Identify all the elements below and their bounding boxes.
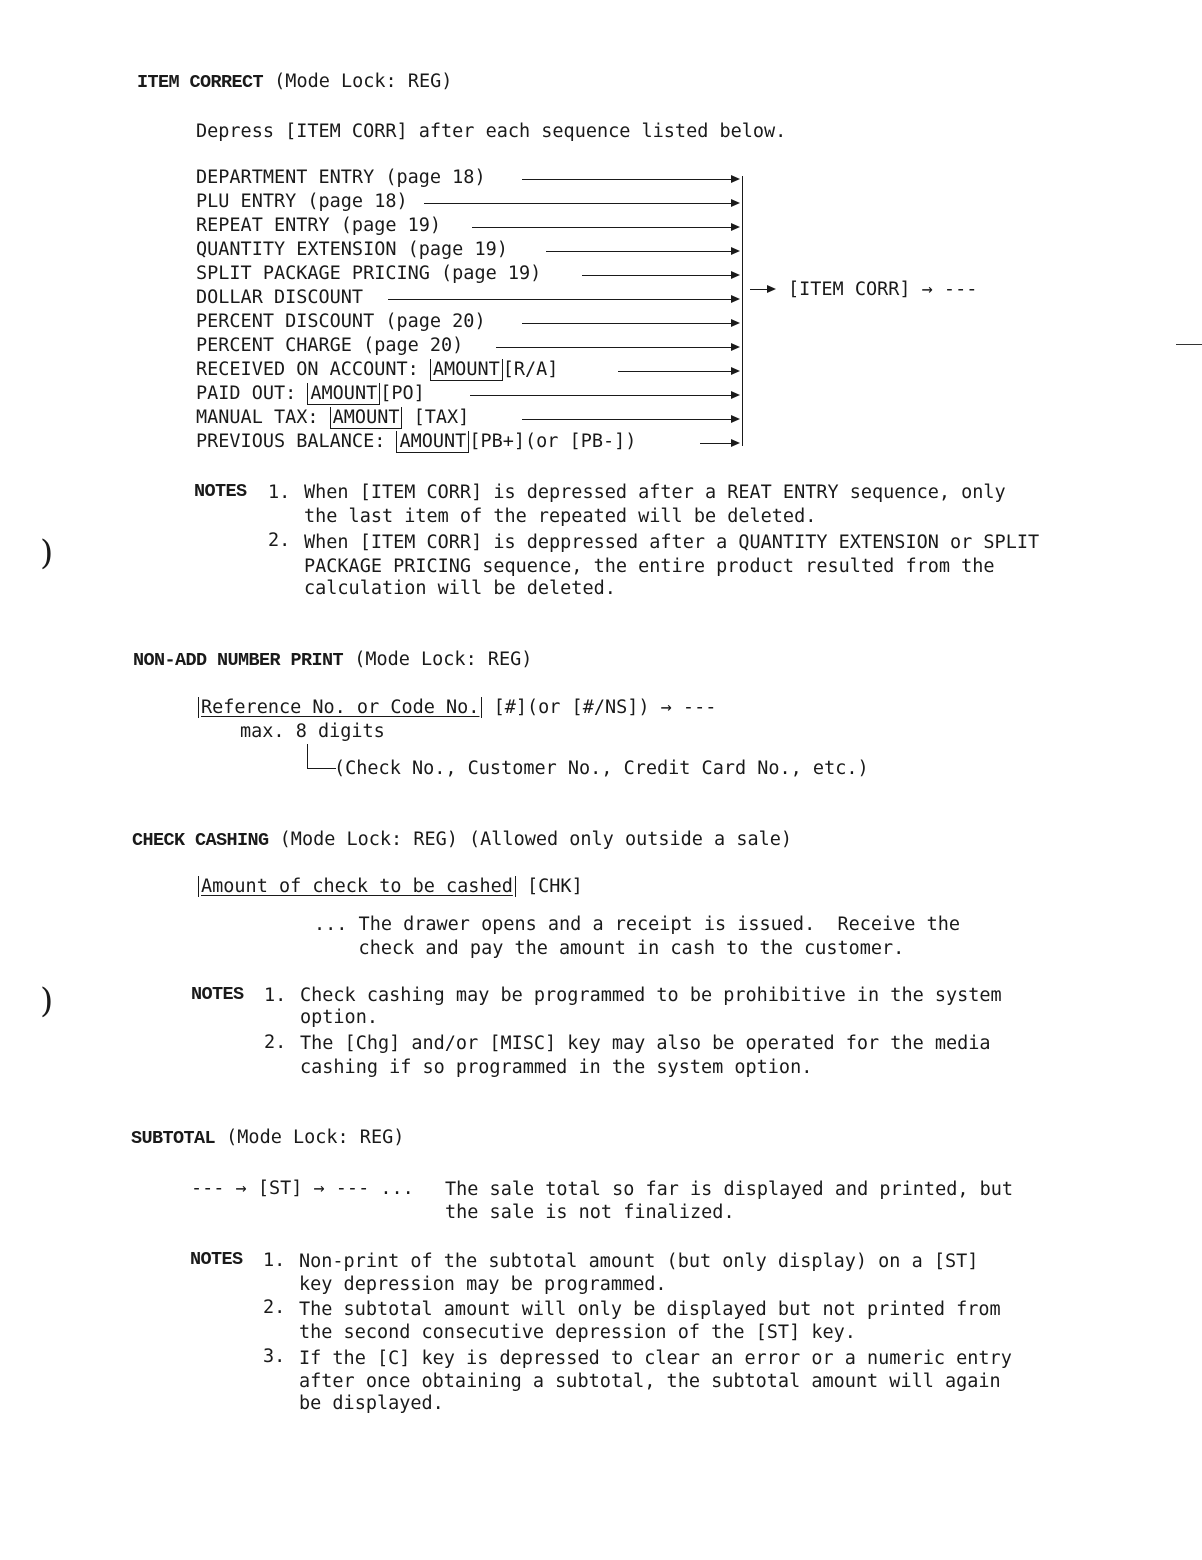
seq-key: [R/A] xyxy=(502,359,559,380)
check-cashing-desc: check and pay the amount in cash to the customer. xyxy=(314,938,905,959)
note-line: key depression may be programmed. xyxy=(299,1274,667,1295)
arrow-icon xyxy=(470,395,738,396)
note-line: the second consecutive depression of the [ST] key. xyxy=(299,1322,856,1343)
check-cashing-heading: CHECK CASHING xyxy=(132,830,269,851)
subtotal-section-title xyxy=(131,1126,404,1151)
note-line: calculation will be deleted. xyxy=(304,578,616,599)
note-number: 2. xyxy=(263,1297,286,1318)
sequence-percent-charge: PERCENT CHARGE (page 20) xyxy=(196,335,464,356)
note-line: be displayed. xyxy=(299,1393,444,1414)
arrow-icon xyxy=(700,443,738,444)
note-number: 2. xyxy=(268,530,291,551)
sequence-percent-discount: PERCENT DISCOUNT (page 20) xyxy=(196,311,486,332)
note-line: The [Chg] and/or [MISC] key may also be operated for the media xyxy=(300,1033,991,1054)
sequence-department-entry: DEPARTMENT ENTRY (page 18) xyxy=(196,167,486,188)
bracket-line xyxy=(742,176,743,446)
note-number: 1. xyxy=(264,985,287,1006)
note-line: cashing if so programmed in the system option. xyxy=(300,1057,813,1078)
arrow-icon xyxy=(424,203,738,204)
non-add-sequence xyxy=(198,696,716,720)
sequence-dollar-discount: DOLLAR DISCOUNT xyxy=(196,287,364,308)
check-cashing-notes-label: NOTES xyxy=(191,984,244,1005)
subtotal-mode: (Mode Lock: REG) xyxy=(226,1127,405,1148)
note-line: When [ITEM CORR] is depressed after a REAT ENTRY sequence, only xyxy=(304,482,1006,503)
item-correct-section-title xyxy=(137,70,452,95)
chk-key: [CHK] xyxy=(515,876,583,897)
note-line: When [ITEM CORR] is deppressed after a QUANTITY EXTENSION or SPLIT xyxy=(304,532,1040,553)
arrow-icon xyxy=(472,227,738,228)
arrow-icon xyxy=(582,275,738,276)
check-cashing-desc: ... The drawer opens and a receipt is issued. Receive the xyxy=(314,914,961,935)
sequence-received-on-account xyxy=(196,358,558,382)
arrow-icon xyxy=(388,299,738,300)
arrow-icon xyxy=(618,371,738,372)
note-number: 3. xyxy=(263,1346,286,1367)
note-line: The subtotal amount will only be displayed but not printed from xyxy=(299,1299,1001,1320)
note-line: option. xyxy=(300,1007,378,1028)
seq-key: [PB+](or [PB-]) xyxy=(469,431,637,452)
margin-dash xyxy=(1176,344,1202,345)
arrow-icon xyxy=(522,323,738,324)
arrow-icon xyxy=(496,347,738,348)
margin-mark: ) xyxy=(40,981,54,1021)
non-add-section-title xyxy=(133,648,532,673)
item-correct-heading: ITEM CORRECT xyxy=(137,72,264,93)
sequence-paid-out xyxy=(196,382,425,406)
sequence-previous-balance xyxy=(196,430,636,454)
seq-key: [TAX] xyxy=(402,407,470,428)
arrow-icon xyxy=(522,419,738,420)
seq-label: MANUAL TAX: xyxy=(196,407,330,428)
non-add-mode: (Mode Lock: REG) xyxy=(354,649,533,670)
note-line: the last item of the repeated will be deleted. xyxy=(304,506,817,527)
seq-label: PREVIOUS BALANCE: xyxy=(196,431,397,452)
non-add-keys: [#](or [#/NS]) → --- xyxy=(482,697,717,718)
non-add-max-digits: max. 8 digits xyxy=(240,721,385,742)
sequence-quantity-extension: QUANTITY EXTENSION (page 19) xyxy=(196,239,508,260)
margin-mark: ) xyxy=(40,533,54,573)
amount-box: AMOUNT xyxy=(307,383,380,405)
item-correct-mode: (Mode Lock: REG) xyxy=(274,71,453,92)
subtotal-sequence: --- → [ST] → --- ... xyxy=(191,1178,414,1199)
bracket-line xyxy=(307,744,336,769)
reference-field: Reference No. or Code No. xyxy=(198,697,482,718)
subtotal-desc: the sale is not finalized. xyxy=(445,1202,735,1223)
non-add-examples: (Check No., Customer No., Credit Card No., etc.) xyxy=(334,758,869,779)
arrow-icon xyxy=(750,289,774,290)
subtotal-heading: SUBTOTAL xyxy=(131,1128,216,1149)
note-line: Non-print of the subtotal amount (but only display) on a [ST] xyxy=(299,1251,979,1272)
note-number: 2. xyxy=(264,1032,287,1053)
item-correct-notes-label: NOTES xyxy=(194,481,247,502)
sequence-split-package-pricing: SPLIT PACKAGE PRICING (page 19) xyxy=(196,263,542,284)
sequence-repeat-entry: REPEAT ENTRY (page 19) xyxy=(196,215,442,236)
sequence-plu-entry: PLU ENTRY (page 18) xyxy=(196,191,408,212)
check-cashing-sequence xyxy=(198,875,583,899)
amount-box: AMOUNT xyxy=(396,431,469,453)
note-number: 1. xyxy=(263,1250,286,1271)
seq-label: RECEIVED ON ACCOUNT: xyxy=(196,359,430,380)
subtotal-desc: The sale total so far is displayed and printed, but xyxy=(445,1179,1014,1200)
check-cashing-section-title xyxy=(132,828,792,853)
arrow-icon xyxy=(546,251,738,252)
check-amount-field: Amount of check to be cashed xyxy=(198,876,516,897)
sequence-manual-tax xyxy=(196,406,469,430)
note-line: after once obtaining a subtotal, the subtotal amount will again xyxy=(299,1371,1001,1392)
amount-box: AMOUNT xyxy=(330,407,403,429)
check-cashing-mode: (Mode Lock: REG) (Allowed only outside a sale) xyxy=(279,829,793,850)
non-add-heading: NON-ADD NUMBER PRINT xyxy=(133,650,344,671)
note-line: If the [C] key is depressed to clear an error or a numeric entry xyxy=(299,1348,1012,1369)
note-line: Check cashing may be programmed to be prohibitive in the system xyxy=(300,985,1002,1006)
seq-label: PAID OUT: xyxy=(196,383,308,404)
item-corr-result: [ITEM CORR] → --- xyxy=(788,279,978,300)
subtotal-notes-label: NOTES xyxy=(190,1249,243,1270)
arrow-icon xyxy=(522,179,738,180)
item-correct-intro: Depress [ITEM CORR] after each sequence listed below. xyxy=(196,121,787,142)
note-line: PACKAGE PRICING sequence, the entire product resulted from the xyxy=(304,556,995,577)
seq-key: [PO] xyxy=(380,383,425,404)
note-number: 1. xyxy=(268,482,291,503)
amount-box: AMOUNT xyxy=(430,359,503,381)
